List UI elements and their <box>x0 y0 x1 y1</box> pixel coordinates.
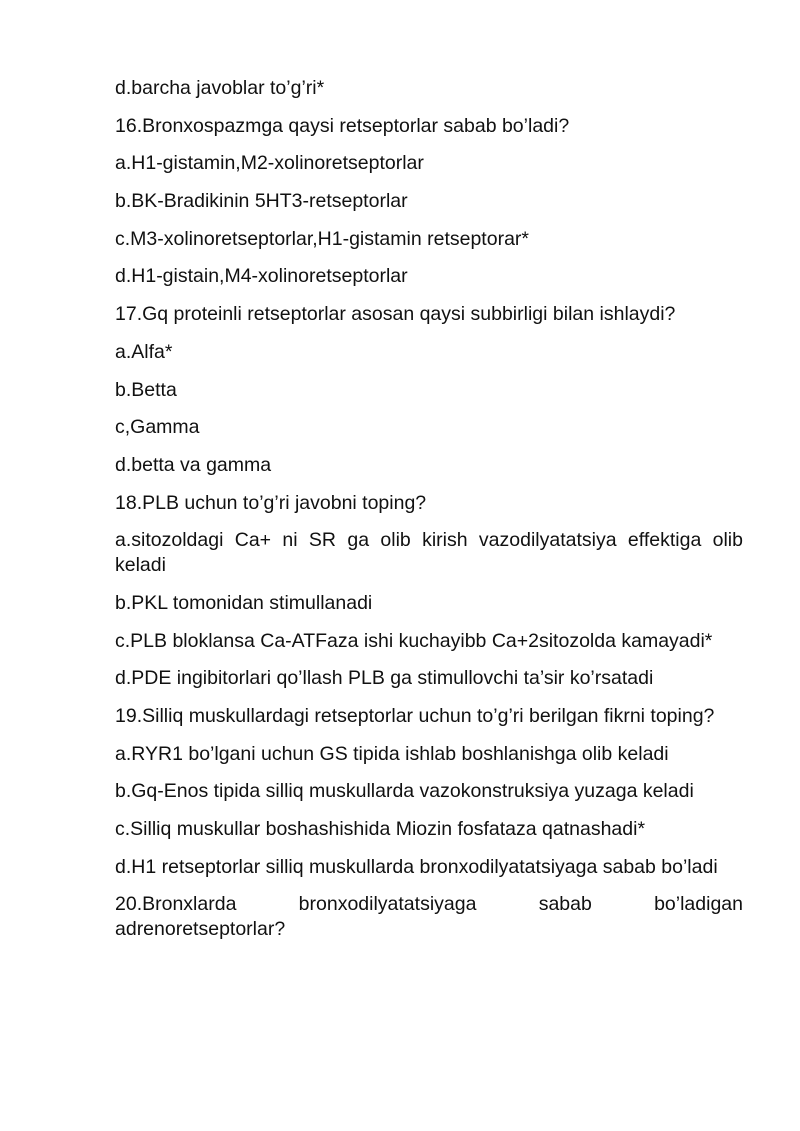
answer-option-19a: a.RYR1 bo’lgani uchun GS tipida ishlab boshlanishga olib keladi <box>115 742 669 765</box>
answer-option-17c: c,Gamma <box>115 416 200 439</box>
document-page <box>115 76 743 955</box>
answer-option-17d: d.betta va gamma <box>115 453 272 476</box>
question-20: 20.Bronxlarda bronxodilyatatsiyaga sabab bo’ladigan adrenoretseptorlar? <box>115 893 743 941</box>
question-16: 16.Bronxospazmga qaysi retseptorlar sabab bo’ladi? <box>115 114 570 137</box>
answer-option-18d: d.PDE ingibitorlari qo’llash PLB ga stimullovchi ta’sir ko’rsatadi <box>115 667 654 690</box>
answer-option-16b: b.BK-Bradikinin 5HT3-retseptorlar <box>115 190 408 213</box>
answer-option-18a: a.sitozoldagi Ca+ ni SR ga olib kirish vazodilyatatsiya effektiga olib keladi <box>115 529 743 577</box>
question-18: 18.PLB uchun to’g’ri javobni toping? <box>115 491 427 514</box>
answer-option-19d: d.H1 retseptorlar silliq muskullarda bronxodilyatatsiyaga sabab bo’ladi <box>115 855 718 878</box>
answer-option-16a: a.H1-gistamin,M2-xolinoretseptorlar <box>115 152 424 175</box>
answer-option-18b: b.PKL tomonidan stimullanadi <box>115 591 373 614</box>
answer-option-19c: c.Silliq muskullar boshashishida Miozin fosfataza qatnashadi* <box>115 818 646 841</box>
question-19: 19.Silliq muskullardagi retseptorlar uchun to’g’ri berilgan fikrni toping? <box>115 705 715 727</box>
answer-option-17a: a.Alfa* <box>115 340 173 363</box>
answer-option-19b: b.Gq-Enos tipida silliq muskullarda vazokonstruksiya yuzaga keladi <box>115 780 694 803</box>
answer-option-16d: d.H1-gistain,M4-xolinoretseptorlar <box>115 265 408 288</box>
question-17: 17.Gq proteinli retseptorlar asosan qaysi subbirligi bilan ishlaydi? <box>115 303 676 326</box>
answer-option-16c: c.M3-xolinoretseptorlar,H1-gistamin retseptorar* <box>115 227 529 250</box>
answer-option-15d: d.barcha javoblar to’g’ri* <box>115 77 325 99</box>
answer-option-18c: c.PLB bloklansa Ca-ATFaza ishi kuchayibb Ca+2sitozolda kamayadi* <box>115 629 713 652</box>
answer-option-17b: b.Betta <box>115 378 177 401</box>
